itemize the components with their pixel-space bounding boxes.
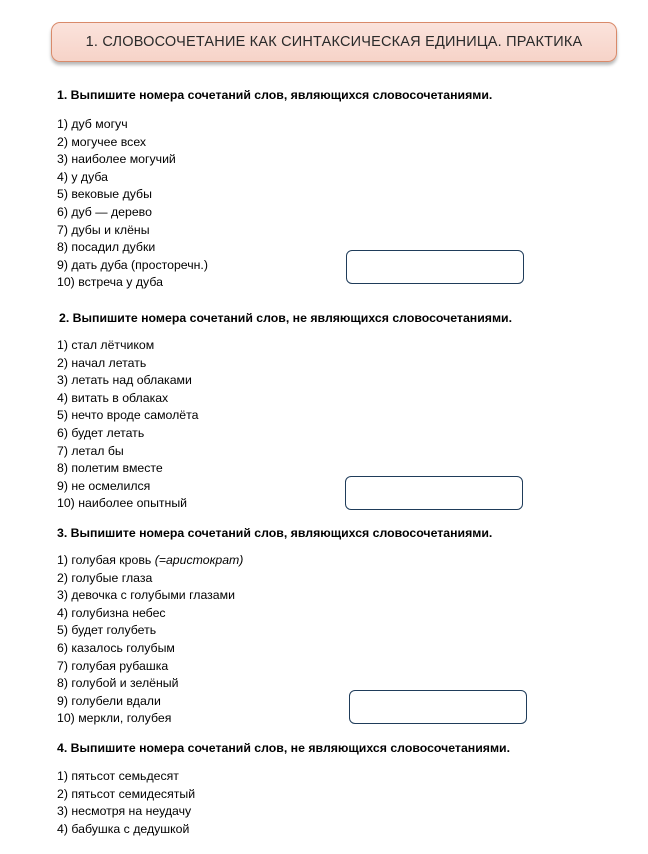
list-item: 10) наиболее опытный — [57, 496, 188, 511]
list-item: 7) дубы и клёны — [57, 222, 150, 237]
question-4-heading: 4. Выпишите номера сочетаний слов, не являющихся словосочетаниями. — [57, 741, 511, 755]
list-item: 10) встреча у дуба — [57, 275, 163, 290]
list-item: 2) могучее всех — [57, 134, 147, 149]
question-section-1 — [57, 87, 617, 292]
list-item: 2) начал летать — [57, 355, 147, 370]
question-1-heading: 1. Выпишите номера сочетаний слов, являющихся словосочетаниями. — [57, 88, 493, 102]
list-item: 8) посадил дубки — [57, 240, 156, 255]
list-item: 9) не осмелился — [57, 478, 151, 493]
question-section-4 — [57, 740, 617, 838]
list-item: 1) пятьсот семьдесят — [57, 769, 179, 783]
list-item: 2) голубые глаза — [57, 570, 153, 585]
list-item: 7) голубая рубашка — [57, 658, 169, 673]
list-item: 4) витать в облаках — [57, 390, 169, 405]
question-2-list — [57, 337, 619, 513]
page-title: 1. СЛОВОСОЧЕТАНИЕ КАК СИНТАКСИЧЕСКАЯ ЕДИНИЦА. ПРАКТИКА — [85, 34, 583, 50]
list-item: 8) полетим вместе — [57, 461, 163, 476]
list-item: 7) летал бы — [57, 443, 124, 458]
list-item: 6) будет летать — [57, 425, 145, 440]
list-item: 3) несмотря на неудачу — [57, 804, 192, 819]
list-item: 6) казалось голубым — [57, 640, 175, 655]
list-item: 4) у дуба — [57, 169, 108, 184]
question-2-heading: 2. Выпишите номера сочетаний слов, не являющихся словосочетаниями. — [59, 311, 513, 325]
list-item: 5) нечто вроде самолёта — [57, 408, 199, 423]
list-item: 3) наиболее могучий — [57, 152, 176, 167]
question-1-list — [57, 116, 617, 292]
list-item: 1) дуб могуч — [57, 117, 128, 131]
list-item: 8) голубой и зелёный — [57, 676, 179, 691]
page-title-banner — [51, 22, 617, 62]
list-item: 9) голубели вдали — [57, 693, 161, 708]
list-item: 4) бабушка с дедушкой — [57, 821, 190, 836]
question-3-list — [57, 552, 617, 728]
list-item: 3) девочка с голубыми глазами — [57, 588, 235, 603]
list-item: 4) голубизна небес — [57, 605, 166, 620]
list-item — [57, 552, 617, 570]
list-item: 3) летать над облаками — [57, 373, 192, 388]
list-item: 5) будет голубеть — [57, 623, 157, 638]
list-item: 5) вековые дубы — [57, 187, 152, 202]
list-item-text: 1) голубая кровь — [57, 553, 155, 567]
list-item: 9) дать дуба (просторечн.) — [57, 257, 208, 272]
question-4-list — [57, 768, 617, 838]
list-item: 6) дуб — дерево — [57, 204, 152, 219]
question-section-3 — [57, 525, 617, 728]
answer-box-1[interactable] — [346, 250, 524, 284]
answer-box-3[interactable] — [349, 690, 527, 724]
list-item: 1) стал лётчиком — [57, 338, 155, 352]
list-item-note: (=аристократ) — [154, 553, 244, 567]
list-item: 10) меркли, голубея — [57, 711, 172, 726]
answer-box-2[interactable] — [345, 476, 523, 510]
question-3-heading: 3. Выпишите номера сочетаний слов, являющихся словосочетаниями. — [57, 526, 493, 540]
list-item: 2) пятьсот семидесятый — [57, 786, 196, 801]
question-section-2 — [59, 310, 619, 513]
